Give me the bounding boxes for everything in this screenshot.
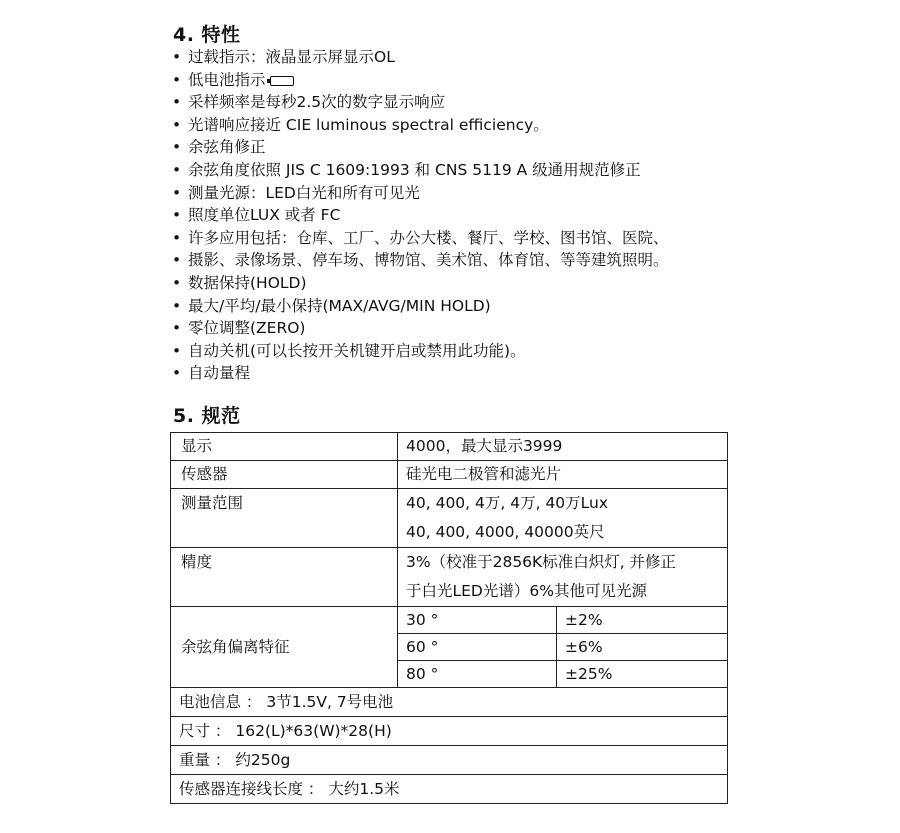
- spec-battery: 电池信息 ： 3节1.5V, 7号电池: [171, 688, 728, 717]
- cosine-angle: 80 °: [398, 661, 557, 688]
- table-row: [171, 548, 728, 607]
- cosine-angle: 30 °: [398, 607, 557, 634]
- table-row: [171, 433, 728, 461]
- table-row: [171, 688, 728, 717]
- cosine-deviation: ±2%: [557, 607, 728, 634]
- list-item: • 采样频率是每秒2.5次的数字显示响应: [170, 91, 669, 114]
- table-row: [171, 461, 728, 489]
- list-item: • 测量光源：LED白光和所有可见光: [170, 182, 669, 205]
- table-row: [171, 775, 728, 804]
- list-item: • 许多应用包括：仓库、工厂、办公大楼、餐厅、学校、图书馆、医院、: [170, 227, 669, 250]
- section-4-heading: 4. 特性: [173, 24, 241, 46]
- list-item: • 零位调整(ZERO): [170, 317, 669, 340]
- features-list: [170, 46, 669, 385]
- spec-label-range: 测量范围: [181, 494, 244, 512]
- table-row: [171, 489, 728, 548]
- table-row: [171, 607, 728, 634]
- list-item: • 摄影、录像场景、停车场、博物馆、美术馆、体育馆、等等建筑照明。: [170, 249, 669, 272]
- list-item: • 光谱响应接近 CIE luminous spectral efficiency。: [170, 114, 669, 137]
- table-row: [171, 746, 728, 775]
- spec-size: 尺寸 ： 162(L)*63(W)*28(H): [171, 717, 728, 746]
- list-item: • 余弦角度依照 JIS C 1609:1993 和 CNS 5119 A 级通用规范修正: [170, 159, 669, 182]
- list-item: • 自动量程: [170, 362, 669, 385]
- cosine-angle: 60 °: [398, 634, 557, 661]
- spec-table: [170, 432, 728, 804]
- spec-value-accuracy-line2: 于白光LED光谱）6%其他可见光源: [406, 582, 647, 600]
- list-item: • 最大/平均/最小保持(MAX/AVG/MIN HOLD): [170, 295, 669, 318]
- spec-value-accuracy-line1: 3%（校准于2856K标准白炽灯, 并修正: [406, 553, 677, 571]
- list-item: • 数据保持(HOLD): [170, 272, 669, 295]
- list-item: • 过载指示：液晶显示屏显示OL: [170, 46, 669, 69]
- spec-label-display: 显示: [171, 433, 398, 461]
- spec-weight: 重量 ： 约250g: [171, 746, 728, 775]
- table-row: [171, 717, 728, 746]
- spec-value-display: 4000，最大显示3999: [398, 433, 728, 461]
- spec-value-sensor: 硅光电二极管和滤光片: [398, 461, 728, 489]
- spec-value-range-lux: 40, 400, 4万, 4万, 40万Lux: [406, 494, 609, 512]
- spec-label-accuracy: 精度: [181, 553, 213, 571]
- battery-icon: [270, 76, 294, 86]
- list-item: • 低电池指示: [170, 69, 669, 92]
- cosine-deviation: ±6%: [557, 634, 728, 661]
- spec-label-sensor: 传感器: [171, 461, 398, 489]
- cosine-deviation: ±25%: [557, 661, 728, 688]
- list-item: • 余弦角修正: [170, 136, 669, 159]
- list-item: • 自动关机(可以长按开关机键开启或禁用此功能)。: [170, 340, 669, 363]
- spec-cable-length: 传感器连接线长度 ： 大约1.5米: [171, 775, 728, 804]
- spec-label-cosine: 余弦角偏离特征: [171, 607, 398, 688]
- list-item: • 照度单位LUX 或者 FC: [170, 204, 669, 227]
- spec-value-range-fc: 40, 400, 4000, 40000英尺: [406, 523, 605, 541]
- section-5-heading: 5. 规范: [173, 405, 241, 427]
